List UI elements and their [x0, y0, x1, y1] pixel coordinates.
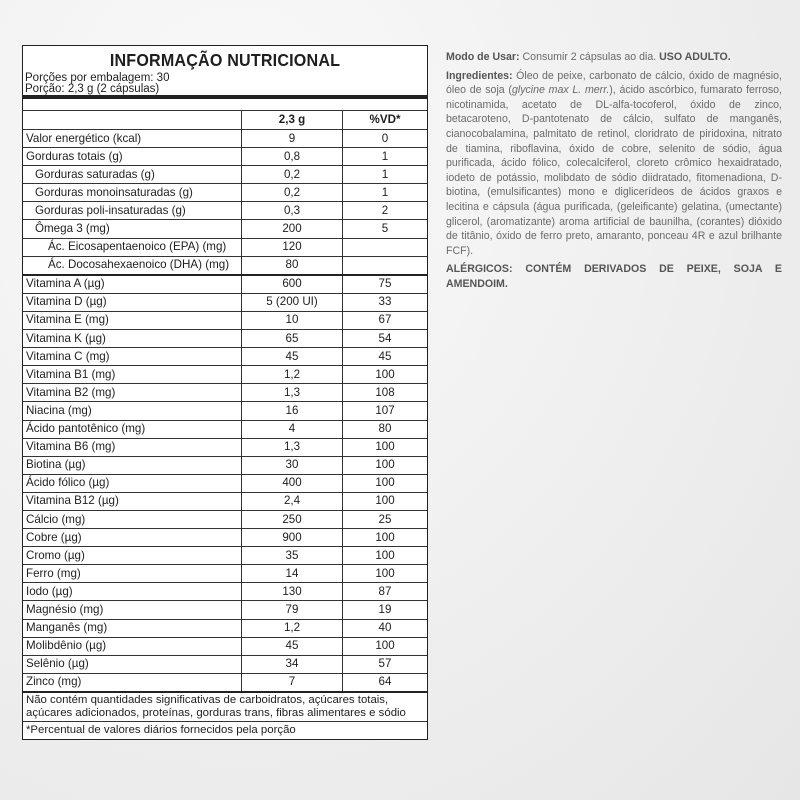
footer-note: Não contém quantidades significativas de carboidratos, açúcares totais, açúcares adicionados, proteínas, gorduras trans, fibras alimentares e sódio [23, 691, 427, 721]
nutrient-label: Zinco (mg) [23, 673, 242, 691]
nutrient-label: Ácido fólico (µg) [23, 474, 242, 492]
table-row [23, 348, 427, 366]
nutrient-vd: 40 [343, 619, 428, 637]
nutrient-vd: 100 [343, 366, 428, 384]
nutrient-value: 0,8 [242, 148, 343, 166]
nutrient-label: Ác. Docosahexaenoico (DHA) (mg) [23, 256, 242, 275]
nutrient-value: 30 [242, 456, 343, 474]
ingredients-italic: glycine max L. merr. [511, 84, 610, 97]
table-row [23, 366, 427, 384]
nutrient-vd: 107 [343, 402, 428, 420]
nutrient-vd: 19 [343, 601, 428, 619]
nutrient-value: 0,2 [242, 166, 343, 184]
thick-divider [23, 95, 427, 110]
table-row [23, 275, 427, 294]
nutrient-value: 14 [242, 565, 343, 583]
nutrient-label: Gorduras saturadas (g) [23, 166, 242, 184]
nutrient-vd: 67 [343, 311, 428, 329]
nutrient-vd: 75 [343, 275, 428, 294]
nutrient-label: Ácido pantotênico (mg) [23, 420, 242, 438]
nutrient-value: 1,2 [242, 366, 343, 384]
nutrient-vd: 1 [343, 148, 428, 166]
table-row [23, 492, 427, 510]
table-row [23, 256, 427, 275]
table-row [23, 529, 427, 547]
nutrient-label: Biotina (µg) [23, 456, 242, 474]
nutrient-vd: 25 [343, 510, 428, 528]
nutrient-vd: 1 [343, 184, 428, 202]
table-row [23, 637, 427, 655]
table-row [23, 474, 427, 492]
nutrient-label: Iodo (µg) [23, 583, 242, 601]
table-row [23, 619, 427, 637]
nutrient-label: Cobre (µg) [23, 529, 242, 547]
table-row [23, 330, 427, 348]
nutrient-vd: 100 [343, 529, 428, 547]
table-row [23, 384, 427, 402]
nutrient-label: Cálcio (mg) [23, 510, 242, 528]
nutrient-label: Vitamina B2 (mg) [23, 384, 242, 402]
nutrient-vd: 33 [343, 293, 428, 311]
nutrient-label: Selênio (µg) [23, 655, 242, 673]
nutrient-label: Ferro (mg) [23, 565, 242, 583]
nutrient-vd: 5 [343, 220, 428, 238]
nutrient-label: Ômega 3 (mg) [23, 220, 242, 238]
nutrition-facts-panel [22, 45, 428, 740]
nutrient-value: 10 [242, 311, 343, 329]
ingredients-text-2: ), ácido ascórbico, fumarato ferroso, nicotinamida, acetato de DL-alfa-tocoferol, óxido de zinco, betacaroteno, D-pantotenato de cálcio, sulfato de manganês, cianocobalamina, palmitato de retinol, cloridrato de piridoxina, nitrato de tiamina, riboflavina, óxido de cobre, selenito de sódio, água purificada, ácido fólico, colecalciferol, cloreto crômico hexaidratado, iodeto de potássio, molibdato de sódio diidratado, fitomenadiona, D-biotina, (emulsificantes) mono e diglicerídeos de ácidos graxos e lecitina e cápsula (água purificada, (geleificante) gelatina, (umectante) glicerol, (aromatizante) aroma artificial de baunilha, (corantes) dióxido de titânio, óxido de ferro preto, amaranto, ponceau 4R e azul brilhante FCF). [446, 84, 782, 257]
nutrient-label: Vitamina B6 (mg) [23, 438, 242, 456]
usage-paragraph [446, 50, 782, 65]
nutrient-value: 34 [242, 655, 343, 673]
table-row [23, 293, 427, 311]
nutrient-value: 250 [242, 510, 343, 528]
nutrient-vd [343, 256, 428, 275]
nutrient-value: 79 [242, 601, 343, 619]
nutrient-value: 80 [242, 256, 343, 275]
nutrient-value: 65 [242, 330, 343, 348]
table-row [23, 673, 427, 691]
nutrient-vd: 100 [343, 492, 428, 510]
portion-size: Porção: 2,3 g (2 cápsulas) [25, 83, 160, 95]
table-row [23, 184, 427, 202]
nutrient-value: 400 [242, 474, 343, 492]
nutrient-value: 0,3 [242, 202, 343, 220]
usage-adult: USO ADULTO. [659, 51, 731, 63]
table-row [23, 510, 427, 528]
nutrient-vd: 100 [343, 456, 428, 474]
ingredients-text-1: Óleo de peixe, carbonato de cálcio, óxido de magnésio, óleo de soja ( [446, 69, 782, 97]
table-header-row [23, 111, 427, 130]
table-row [23, 202, 427, 220]
table-row [23, 166, 427, 184]
panel-title: INFORMAÇÃO NUTRICIONAL [109, 50, 341, 70]
nutrient-label: Vitamina B1 (mg) [23, 366, 242, 384]
nutrient-label: Gorduras poli-insaturadas (g) [23, 202, 242, 220]
ingredients-paragraph [446, 69, 782, 259]
nutrient-value: 1,3 [242, 384, 343, 402]
nutrient-label: Vitamina D (µg) [23, 293, 242, 311]
nutrient-vd: 100 [343, 547, 428, 565]
table-row [23, 420, 427, 438]
nutrient-vd: 1 [343, 166, 428, 184]
nutrient-value: 45 [242, 637, 343, 655]
table-row [23, 601, 427, 619]
nutrient-value: 35 [242, 547, 343, 565]
nutrient-vd: 87 [343, 583, 428, 601]
nutrient-label: Vitamina K (µg) [23, 330, 242, 348]
table-row [23, 655, 427, 673]
nutrient-value: 1,2 [242, 619, 343, 637]
nutrient-vd: 80 [343, 420, 428, 438]
footer-vd-note: *Percentual de valores diários fornecidos pela porção [23, 721, 427, 739]
table-row [23, 402, 427, 420]
nutrient-value: 120 [242, 238, 343, 256]
nutrient-vd: 0 [343, 130, 428, 148]
product-info [446, 50, 782, 296]
nutrient-vd: 2 [343, 202, 428, 220]
nutrient-value: 900 [242, 529, 343, 547]
nutrient-vd [343, 238, 428, 256]
usage-label: Modo de Usar: [446, 51, 520, 63]
nutrient-vd: 100 [343, 474, 428, 492]
nutrient-label: Vitamina E (mg) [23, 311, 242, 329]
table-row [23, 220, 427, 238]
nutrient-vd: 108 [343, 384, 428, 402]
nutrient-label: Gorduras totais (g) [23, 148, 242, 166]
nutrient-label: Ác. Eicosapentaenoico (EPA) (mg) [23, 238, 242, 256]
nutrition-table [23, 110, 427, 691]
header-value: 2,3 g [242, 111, 343, 130]
nutrient-value: 45 [242, 348, 343, 366]
table-row [23, 438, 427, 456]
nutrient-value: 7 [242, 673, 343, 691]
nutrient-label: Gorduras monoinsaturadas (g) [23, 184, 242, 202]
header-label-cell [23, 111, 242, 130]
nutrient-label: Valor energético (kcal) [23, 130, 242, 148]
portions-per-package: Porções por embalagem: 30 [25, 72, 170, 84]
nutrient-label: Vitamina B12 (µg) [23, 492, 242, 510]
nutrient-label: Vitamina C (mg) [23, 348, 242, 366]
table-row [23, 547, 427, 565]
allergens-warning: ALÉRGICOS: CONTÉM DERIVADOS DE PEIXE, SOJA E AMENDOIM. [446, 263, 782, 290]
nutrient-value: 2,4 [242, 492, 343, 510]
nutrient-label: Manganês (mg) [23, 619, 242, 637]
nutrient-vd: 100 [343, 438, 428, 456]
nutrient-label: Molibdênio (µg) [23, 637, 242, 655]
ingredients-label: Ingredientes: [446, 69, 513, 82]
nutrient-vd: 64 [343, 673, 428, 691]
nutrient-vd: 54 [343, 330, 428, 348]
nutrient-value: 0,2 [242, 184, 343, 202]
nutrient-value: 16 [242, 402, 343, 420]
nutrient-vd: 57 [343, 655, 428, 673]
nutrient-value: 9 [242, 130, 343, 148]
usage-text: Consumir 2 cápsulas ao dia. [519, 51, 660, 63]
table-row [23, 311, 427, 329]
nutrient-value: 600 [242, 275, 343, 294]
nutrient-label: Magnésio (mg) [23, 601, 242, 619]
nutrient-value: 1,3 [242, 438, 343, 456]
table-row [23, 583, 427, 601]
table-row [23, 148, 427, 166]
nutrient-label: Cromo (µg) [23, 547, 242, 565]
table-row [23, 565, 427, 583]
nutrient-value: 200 [242, 220, 343, 238]
nutrient-value: 4 [242, 420, 343, 438]
nutrient-vd: 100 [343, 565, 428, 583]
table-row [23, 130, 427, 148]
nutrient-value: 130 [242, 583, 343, 601]
nutrient-value: 5 (200 UI) [242, 293, 343, 311]
nutrient-vd: 45 [343, 348, 428, 366]
table-row [23, 238, 427, 256]
table-row [23, 456, 427, 474]
nutrient-vd: 100 [343, 637, 428, 655]
nutrient-label: Vitamina A (µg) [23, 275, 242, 294]
header-vd: %VD* [343, 111, 428, 130]
nutrient-label: Niacina (mg) [23, 402, 242, 420]
